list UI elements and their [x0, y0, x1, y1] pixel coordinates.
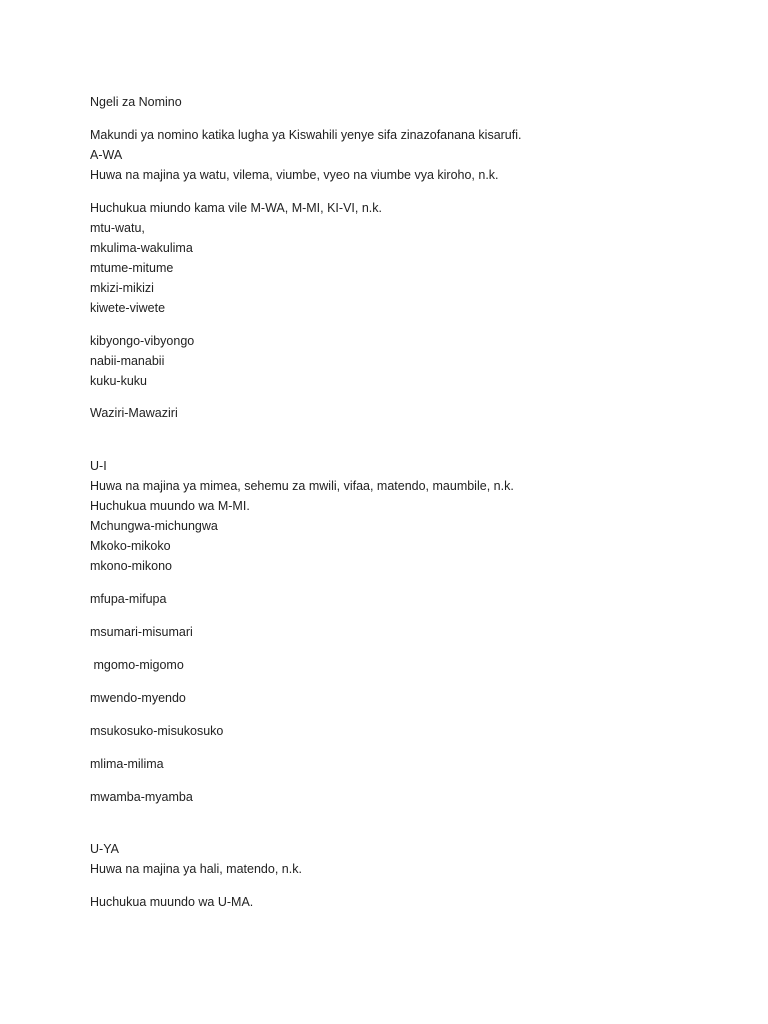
- example-item: mkulima-wakulima: [90, 241, 193, 255]
- section-heading-awa: A-WA: [90, 148, 123, 162]
- section-description-awa: Huwa na majina ya watu, vilema, viumbe, vyeo na viumbe vya kiroho, n.k.: [90, 168, 499, 182]
- example-item: Mkoko-mikoko: [90, 539, 171, 553]
- example-item: mtu-watu,: [90, 221, 145, 235]
- section-structure-ui: Huchukua muundo wa M-MI.: [90, 499, 250, 513]
- example-item: Mchungwa-michungwa: [90, 519, 218, 533]
- example-item: Waziri-Mawaziri: [90, 406, 178, 420]
- section-structure-uya: Huchukua muundo wa U-MA.: [90, 895, 254, 909]
- example-item: mtume-mitume: [90, 261, 174, 275]
- example-item: kuku-kuku: [90, 374, 147, 388]
- example-item: kibyongo-vibyongo: [90, 334, 195, 348]
- section-description-ui: Huwa na majina ya mimea, sehemu za mwili, vifaa, matendo, maumbile, n.k.: [90, 479, 514, 493]
- example-item: mkizi-mikizi: [90, 281, 154, 295]
- section-heading-ui: U-I: [90, 459, 107, 473]
- section-description-uya: Huwa na majina ya hali, matendo, n.k.: [90, 862, 302, 876]
- document-title: Ngeli za Nomino: [90, 95, 182, 109]
- example-item: mgomo-migomo: [90, 658, 184, 672]
- example-item: kiwete-viwete: [90, 301, 166, 315]
- example-item: msumari-misumari: [90, 625, 193, 639]
- example-item: mwamba-myamba: [90, 790, 193, 804]
- example-item: msukosuko-misukosuko: [90, 724, 224, 738]
- example-item: mwendo-myendo: [90, 691, 186, 705]
- example-item: nabii-manabii: [90, 354, 165, 368]
- section-heading-uya: U-YA: [90, 842, 119, 856]
- intro-paragraph: Makundi ya nomino katika lugha ya Kiswahili yenye sifa zinazofanana kisarufi.: [90, 128, 522, 142]
- example-item: mlima-milima: [90, 757, 164, 771]
- example-item: mkono-mikono: [90, 559, 172, 573]
- section-structure-awa: Huchukua miundo kama vile M-WA, M-MI, KI-VI, n.k.: [90, 201, 382, 215]
- example-item: mfupa-mifupa: [90, 592, 167, 606]
